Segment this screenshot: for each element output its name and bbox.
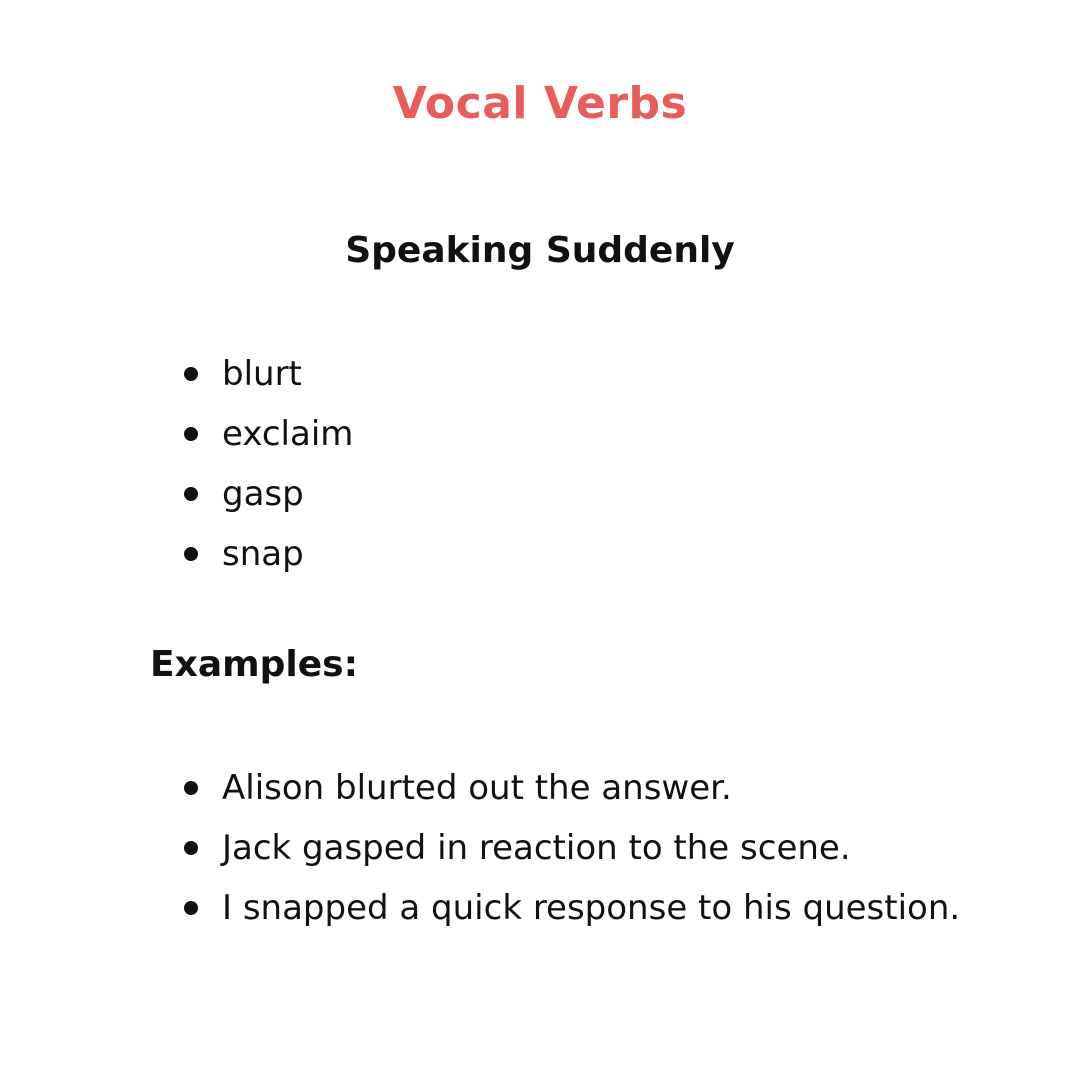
verb-text: blurt — [222, 354, 302, 394]
list-item — [180, 344, 353, 404]
bullet-icon — [184, 367, 198, 381]
section-subtitle: Speaking Suddenly — [345, 230, 735, 271]
list-item — [180, 878, 960, 938]
example-text: Alison blurted out the answer. — [222, 768, 732, 808]
list-item — [180, 404, 353, 464]
bullet-icon — [184, 781, 198, 795]
example-list — [180, 758, 960, 938]
list-item — [180, 758, 960, 818]
list-item — [180, 818, 960, 878]
verb-text: gasp — [222, 474, 304, 514]
bullet-icon — [184, 487, 198, 501]
bullet-icon — [184, 547, 198, 561]
bullet-icon — [184, 841, 198, 855]
list-item — [180, 524, 353, 584]
list-item — [180, 464, 353, 524]
bullet-icon — [184, 427, 198, 441]
verb-text: snap — [222, 534, 304, 574]
bullet-icon — [184, 901, 198, 915]
verb-list — [180, 344, 353, 584]
verb-text: exclaim — [222, 414, 354, 454]
example-text: Jack gasped in reaction to the scene. — [222, 828, 851, 868]
example-text: I snapped a quick response to his question. — [222, 888, 961, 928]
page-title: Vocal Verbs — [392, 78, 688, 129]
examples-heading: Examples: — [150, 644, 358, 685]
